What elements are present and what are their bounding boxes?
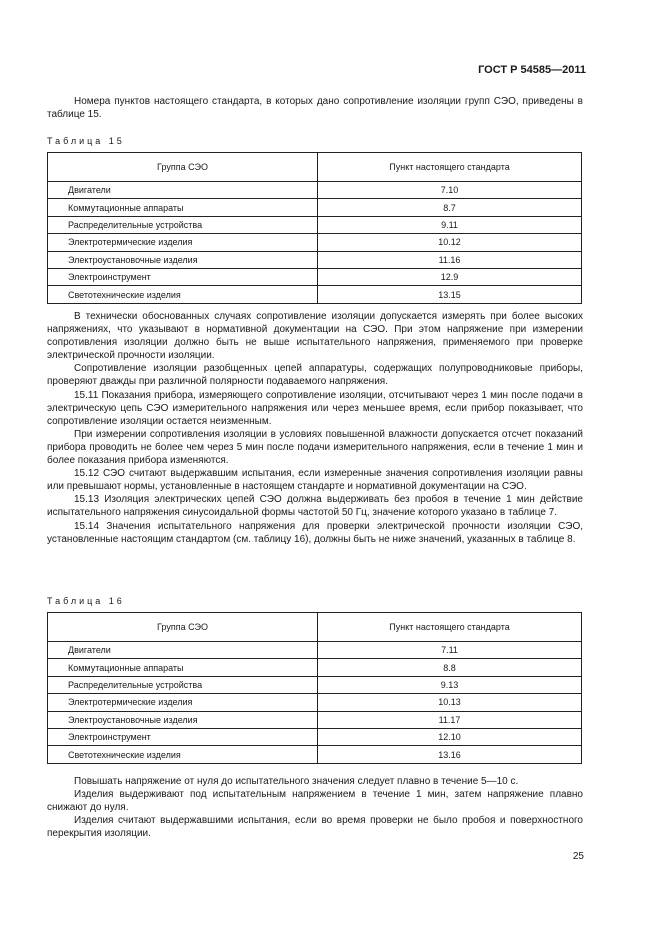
group-cell: Коммутационные аппараты bbox=[48, 659, 318, 676]
clause-cell: 7.10 bbox=[318, 182, 582, 199]
table-row bbox=[48, 199, 582, 216]
intro-paragraph bbox=[47, 95, 583, 121]
page-number: 25 bbox=[572, 851, 584, 862]
table-header-row bbox=[48, 153, 582, 182]
table-row bbox=[48, 268, 582, 285]
table-row bbox=[48, 694, 582, 711]
body-paragraph: При измерении сопротивления изоляции в условиях повышенной влажности допускается отсчет показаний прибора проводить не более чем через 5 мин после подачи измерительного напряжения, если в течение 1 мин и более показания прибора изменяются. bbox=[47, 428, 583, 467]
table-15-caption: Таблица 15 bbox=[47, 136, 125, 146]
column-header-clause: Пункт настоящего стандарта bbox=[318, 153, 582, 182]
clause-cell: 13.16 bbox=[318, 746, 582, 763]
clause-cell: 8.8 bbox=[318, 659, 582, 676]
table-row bbox=[48, 659, 582, 676]
clause-cell: 13.15 bbox=[318, 286, 582, 303]
group-cell: Двигатели bbox=[48, 182, 318, 199]
group-cell: Электротермические изделия bbox=[48, 234, 318, 251]
table-16-caption: Таблица 16 bbox=[47, 596, 125, 606]
group-cell: Распределительные устройства bbox=[48, 216, 318, 233]
body-paragraph: 15.11 Показания прибора, измеряющего сопротивление изоляции, отсчитывают через 1 мин после подачи в электрическую цепь СЭО измерительного напряжения или через меньшее время, если прибор показывает, что сопротивление изоляции остается неизменным. bbox=[47, 389, 583, 427]
table-row bbox=[48, 182, 582, 199]
table-15 bbox=[47, 152, 582, 304]
column-header-group: Группа СЭО bbox=[48, 613, 318, 642]
clause-cell: 11.17 bbox=[318, 711, 582, 728]
table-row bbox=[48, 286, 582, 303]
closing-text-section bbox=[47, 775, 583, 840]
column-header-clause: Пункт настоящего стандарта bbox=[318, 613, 582, 642]
column-header-group: Группа СЭО bbox=[48, 153, 318, 182]
body-paragraph: Изделия считают выдержавшими испытания, если во время проверки не было пробоя и поверхностного перекрытия изоляции. bbox=[47, 815, 583, 840]
group-cell: Светотехнические изделия bbox=[48, 286, 318, 303]
group-cell: Электроустановочные изделия bbox=[48, 251, 318, 268]
clause-cell: 11.16 bbox=[318, 251, 582, 268]
group-cell: Распределительные устройства bbox=[48, 676, 318, 693]
group-cell: Электроинструмент bbox=[48, 268, 318, 285]
body-paragraph: Повышать напряжение от нуля до испытательного значения следует плавно в течение 5—10 с. bbox=[74, 776, 519, 787]
clause-cell: 7.11 bbox=[318, 642, 582, 659]
group-cell: Электротермические изделия bbox=[48, 694, 318, 711]
document-code: ГОСТ Р 54585—2011 bbox=[478, 64, 586, 76]
clause-cell: 10.12 bbox=[318, 234, 582, 251]
group-cell: Коммутационные аппараты bbox=[48, 199, 318, 216]
body-paragraph: 15.13 Изоляция электрических цепей СЭО должна выдерживать без пробоя в течение 1 мин действие испытательного напряжения синусоидальной формы частотой 50 Гц, значение которого указано в таблице 7. bbox=[47, 494, 583, 519]
group-cell: Электроустановочные изделия bbox=[48, 711, 318, 728]
table-row bbox=[48, 642, 582, 659]
group-cell: Двигатели bbox=[48, 642, 318, 659]
clause-cell: 12.9 bbox=[318, 268, 582, 285]
table-row bbox=[48, 746, 582, 763]
table-16 bbox=[47, 612, 582, 764]
table-row bbox=[48, 711, 582, 728]
table-row bbox=[48, 216, 582, 233]
body-text-section bbox=[47, 310, 583, 546]
table-row bbox=[48, 251, 582, 268]
table-header-row bbox=[48, 613, 582, 642]
body-paragraph: 15.14 Значения испытательного напряжения для проверки электрической прочности изоляции СЭО, установленные настоящим стандартом (см. таблицу 16), должны быть не ниже значений, указанных в таблице 8. bbox=[47, 520, 583, 545]
intro-text: Номера пунктов настоящего стандарта, в которых дано сопротивление изоляции групп СЭО, приведены в таблице 15. bbox=[47, 96, 583, 121]
group-cell: Светотехнические изделия bbox=[48, 746, 318, 763]
body-paragraph: 15.12 СЭО считают выдержавшим испытания, если измеренные значения сопротивления изоляции равны или превышают нормы, установленные в настоящем стандарте и нормативной документации на СЭО. bbox=[47, 468, 583, 493]
table-row bbox=[48, 234, 582, 251]
clause-cell: 8.7 bbox=[318, 199, 582, 216]
clause-cell: 10.13 bbox=[318, 694, 582, 711]
table-row bbox=[48, 728, 582, 745]
clause-cell: 9.13 bbox=[318, 676, 582, 693]
clause-cell: 9.11 bbox=[318, 216, 582, 233]
body-paragraph: В технически обоснованных случаях сопротивление изоляции допускается измерять при более высоких напряжениях, что указывают в нормативной документации на СЭО. При этом напряжение при измерении сопротивления изоляции должно быть не выше испытательного напряжения, применяемого при проверке электрической прочности изоляции. bbox=[47, 311, 583, 362]
body-paragraph: Сопротивление изоляции разобщенных цепей аппаратуры, содержащих полупроводниковые приборы, проверяют дважды при различной полярности подаваемого напряжения. bbox=[47, 363, 583, 388]
clause-cell: 12.10 bbox=[318, 728, 582, 745]
table-row bbox=[48, 676, 582, 693]
body-paragraph: Изделия выдерживают под испытательным напряжением в течение 1 мин, затем напряжение плавно снижают до нуля. bbox=[47, 789, 583, 814]
group-cell: Электроинструмент bbox=[48, 728, 318, 745]
